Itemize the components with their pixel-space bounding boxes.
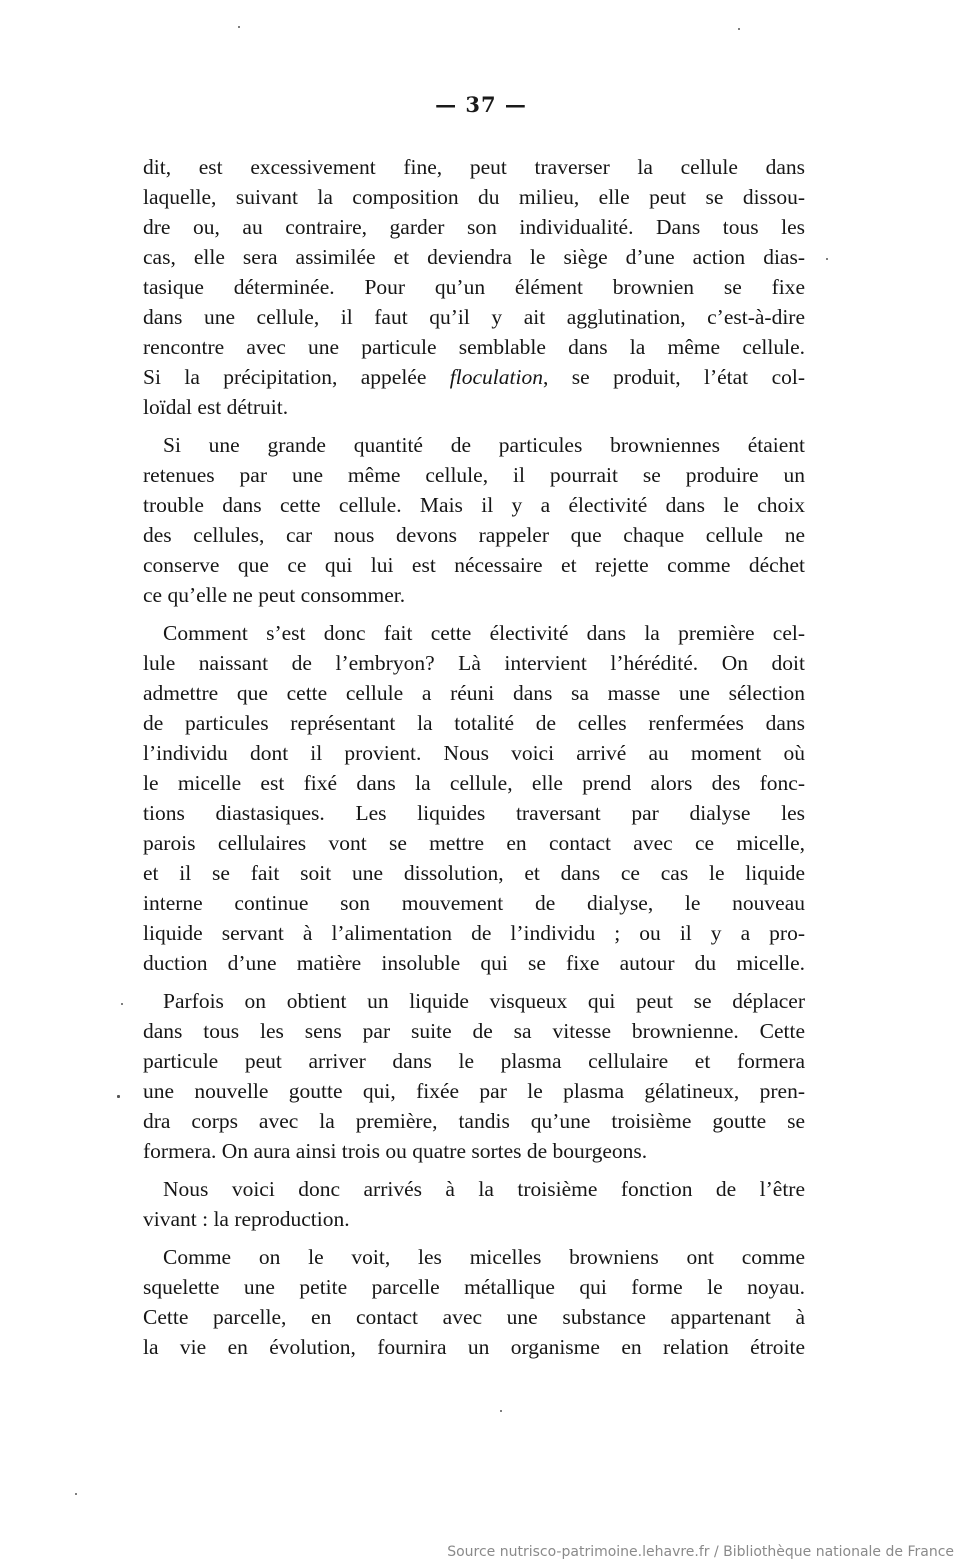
text-line: Si une grande quantité de particules browniennes étaient <box>163 433 805 457</box>
text-line: duction d’une matière insoluble qui se fixe autour du micelle. <box>143 951 805 975</box>
text-line: parois cellulaires vont se mettre en contact avec ce micelle, <box>143 831 805 855</box>
page-number: — 37 — <box>435 92 527 117</box>
scan-speck <box>75 1493 77 1495</box>
text-line: Parfois on obtient un liquide visqueux qui peut se déplacer <box>163 989 805 1013</box>
text-line: vivant : la reproduction. <box>143 1207 350 1231</box>
text-line: formera. On aura ainsi trois ou quatre sortes de bourgeons. <box>143 1139 648 1163</box>
text-line: Comme on le voit, les micelles browniens ont comme <box>163 1245 805 1269</box>
text-line: la vie en évolution, fournira un organisme en relation étroite <box>143 1335 805 1359</box>
scan-speck <box>117 1095 120 1098</box>
scan-speck <box>826 258 828 260</box>
text-line: laquelle, suivant la composition du milieu, elle peut se dissou- <box>143 185 805 209</box>
text-line: de particules représentant la totalité de celles renfermées dans <box>143 711 805 735</box>
text-line: liquide servant à l’alimentation de l’individu ; ou il y a pro- <box>143 921 805 945</box>
text-line: ce qu’elle ne peut consommer. <box>143 583 406 607</box>
text-line: Comment s’est donc fait cette électivité dans la première cel- <box>163 621 805 645</box>
text-line: tions diastasiques. Les liquides traversant par dialyse les <box>143 801 805 825</box>
text-line: et il se fait soit une dissolution, et dans ce cas le liquide <box>143 861 805 885</box>
scan-speck <box>738 28 740 30</box>
text-line: le micelle est fixé dans la cellule, elle prend alors des fonc- <box>143 771 805 795</box>
paragraph <box>143 430 805 610</box>
paragraph <box>143 1174 805 1234</box>
text-segment: , se produit, l’état col- <box>542 365 805 389</box>
paragraph <box>143 152 805 422</box>
text-line: Cette parcelle, en contact avec une substance appartenant à <box>143 1305 805 1329</box>
text-line: loïdal est détruit. <box>143 395 289 419</box>
paragraph <box>143 618 805 978</box>
scan-speck <box>238 26 240 28</box>
body-text <box>143 152 805 1362</box>
text-line: Nous voici donc arrivés à la troisième fonction de l’être <box>163 1177 805 1201</box>
text-line-mixed <box>143 362 805 392</box>
text-line: retenues par une même cellule, il pourrait se produire un <box>143 463 805 487</box>
text-line: des cellules, car nous devons rappeler que chaque cellule ne <box>143 523 805 547</box>
text-line: dans une cellule, il faut qu’il y ait agglutination, c’est-à-dire <box>143 305 805 329</box>
text-line: cas, elle sera assimilée et deviendra le siège d’une action dias- <box>143 245 805 269</box>
text-line: lule naissant de l’embryon? Là intervient l’hérédité. On doit <box>143 651 805 675</box>
paragraph <box>143 1242 805 1362</box>
text-line: trouble dans cette cellule. Mais il y a électivité dans le choix <box>143 493 805 517</box>
text-line: rencontre avec une particule semblable dans la même cellule. <box>143 335 805 359</box>
text-line: dre ou, au contraire, garder son individualité. Dans tous les <box>143 215 805 239</box>
italic-term: floculation <box>449 365 543 389</box>
text-line: dit, est excessivement fine, peut traverser la cellule dans <box>143 155 805 179</box>
paragraph <box>143 986 805 1166</box>
text-line: interne continue son mouvement de dialyse, le nouveau <box>143 891 805 915</box>
text-line: admettre que cette cellule a réuni dans sa masse une sélection <box>143 681 805 705</box>
text-segment: Si la précipitation, appelée <box>143 365 450 389</box>
source-attribution: Source nutrisco-patrimoine.lehavre.fr / Bibliothèque nationale de France <box>447 1544 954 1560</box>
text-line: tasique déterminée. Pour qu’un élément brownien se fixe <box>143 275 805 299</box>
scan-speck <box>500 1410 502 1412</box>
text-line: dans tous les sens par suite de sa vitesse brownienne. Cette <box>143 1019 805 1043</box>
text-line: conserve que ce qui lui est nécessaire et rejette comme déchet <box>143 553 805 577</box>
text-line: squelette une petite parcelle métallique qui forme le noyau. <box>143 1275 805 1299</box>
text-line: dra corps avec la première, tandis qu’une troisième goutte se <box>143 1109 805 1133</box>
text-line: l’individu dont il provient. Nous voici arrivé au moment où <box>143 741 805 765</box>
text-line: particule peut arriver dans le plasma cellulaire et formera <box>143 1049 805 1073</box>
scan-speck <box>121 1003 123 1005</box>
text-line: une nouvelle goutte qui, fixée par le plasma gélatineux, pren- <box>143 1079 805 1103</box>
